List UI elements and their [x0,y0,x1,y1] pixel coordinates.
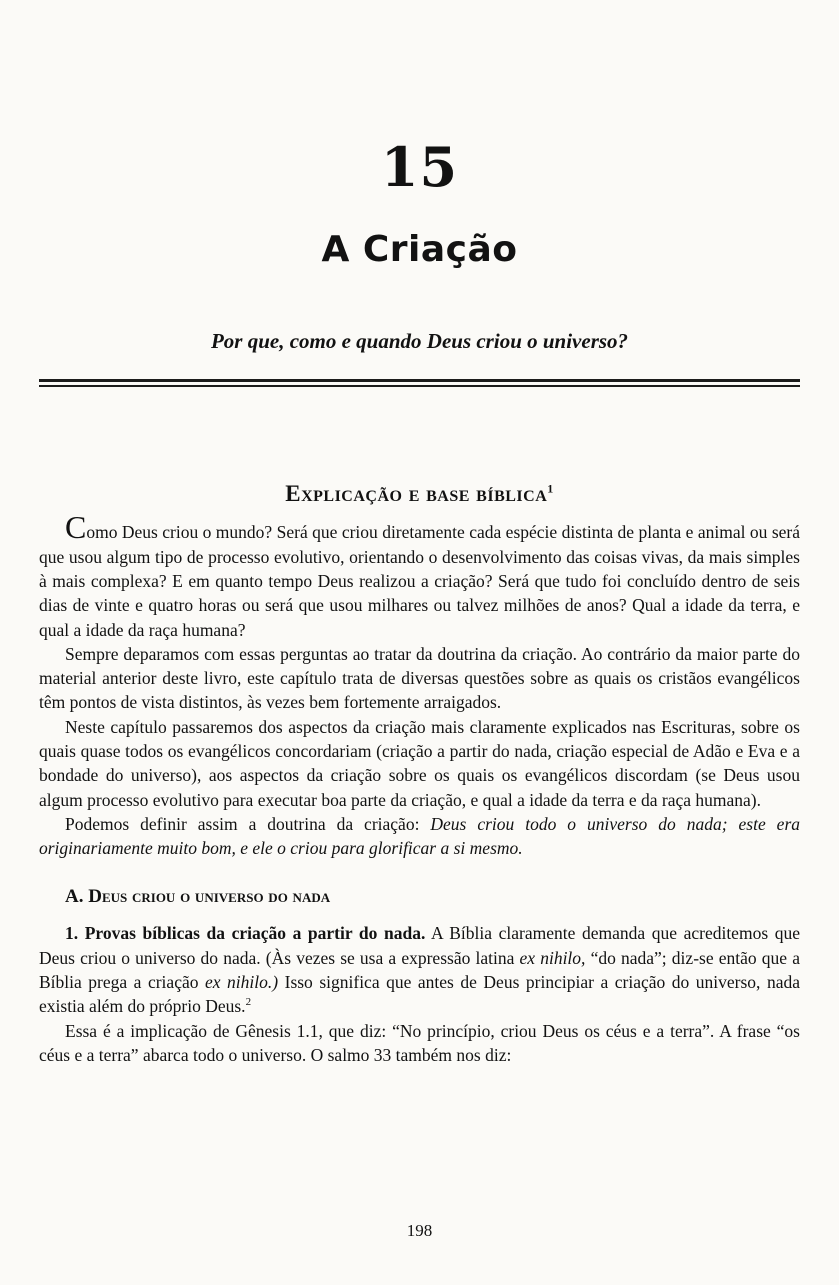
chapter-subtitle: Por que, como e quando Deus criou o universo? [210,329,629,353]
section-heading [39,481,800,506]
paragraph-a1-seg2: “do nada”; diz-se então que a Bíblia prega a criação [39,947,800,993]
paragraph-a1-latin1: ex nihilo, [519,947,586,968]
double-rule [39,379,800,387]
paragraph-4 [39,812,800,861]
paragraph-1-text: omo Deus criou o mundo? Será que criou diretamente cada espécie distinta de planta e animal ou será que usou algum tipo de processo evolutivo, orientando o desenvolvimento das coisas vivas, da mais simples à mais complexa? E em quanto tempo Deus realizou a criação? Será que tudo foi concluído dentro de seis dias de vinte e quatro horas ou será que usou milhares ou talvez milhões de anos? Qual a idade da terra, e qual a idade da raça humana? [39,522,800,640]
paragraph-a1-latin2: ex nihilo.) [205,972,279,993]
rule-thin [39,385,800,387]
section-heading-text: Explicação e base bíblica [285,481,548,507]
paragraph-4-text: Podemos definir assim a doutrina da criação: [65,813,431,834]
paragraph-2: Sempre deparamos com essas perguntas ao tratar da doutrina da criação. Ao contrário da maior parte do material anterior deste livro, este capítulo trata de diversas questões sobre as quais os cristãos evangélicos têm pontos de vista distintos, às vezes bem fortemente arraigados. [39,643,800,713]
paragraph-a1-lead: 1. Provas bíblicas da criação a partir do nada. [65,923,426,944]
paragraph-4-definition: Deus criou todo o universo do nada; este era originariamente muito bom, e ele o criou para glorificar a si mesmo. [39,813,801,859]
paragraph-a1-seg1: A Bíblia claramente demanda que acreditemos que Deus criou o universo do nada. (Às vezes se usa a expressão latina [39,923,800,968]
chapter-number: 15 [380,135,459,199]
drop-cap: C [65,509,87,546]
paragraph-3: Neste capítulo passaremos dos aspectos da criação mais claramente explicados nas Escrituras, sobre os quais quase todos os evangélicos concordariam (criação a partir do nada, criação especial de Adão e Eva e a bondade do universo), aos aspectos da criação sobre os quais os evangélicos discordam (se Deus usou algum processo evolutivo para executar boa parte da criação, e qual a idade da terra e da raça humana). [39,716,800,810]
paragraph-a2: Essa é a implicação de Gênesis 1.1, que diz: “No princípio, criou Deus os céus e a terra”. A frase “os céus e a terra” abarca todo o universo. O salmo 33 também nos diz: [39,1020,800,1065]
chapter-title: A Criação [321,229,518,270]
paragraph-a1-seg3: Isso significa que antes de Deus principiar a criação do universo, nada existia além do próprio Deus. [39,972,800,1017]
rule-thick [39,379,800,382]
page-number: 198 [406,1221,433,1240]
paragraph-1 [39,509,800,641]
footnote-reference-1: 1 [547,481,554,496]
footnote-reference-2: 2 [245,996,252,1009]
paragraph-a1 [39,921,800,1018]
section-a-heading: A. Deus criou o universo do nada [65,885,331,907]
